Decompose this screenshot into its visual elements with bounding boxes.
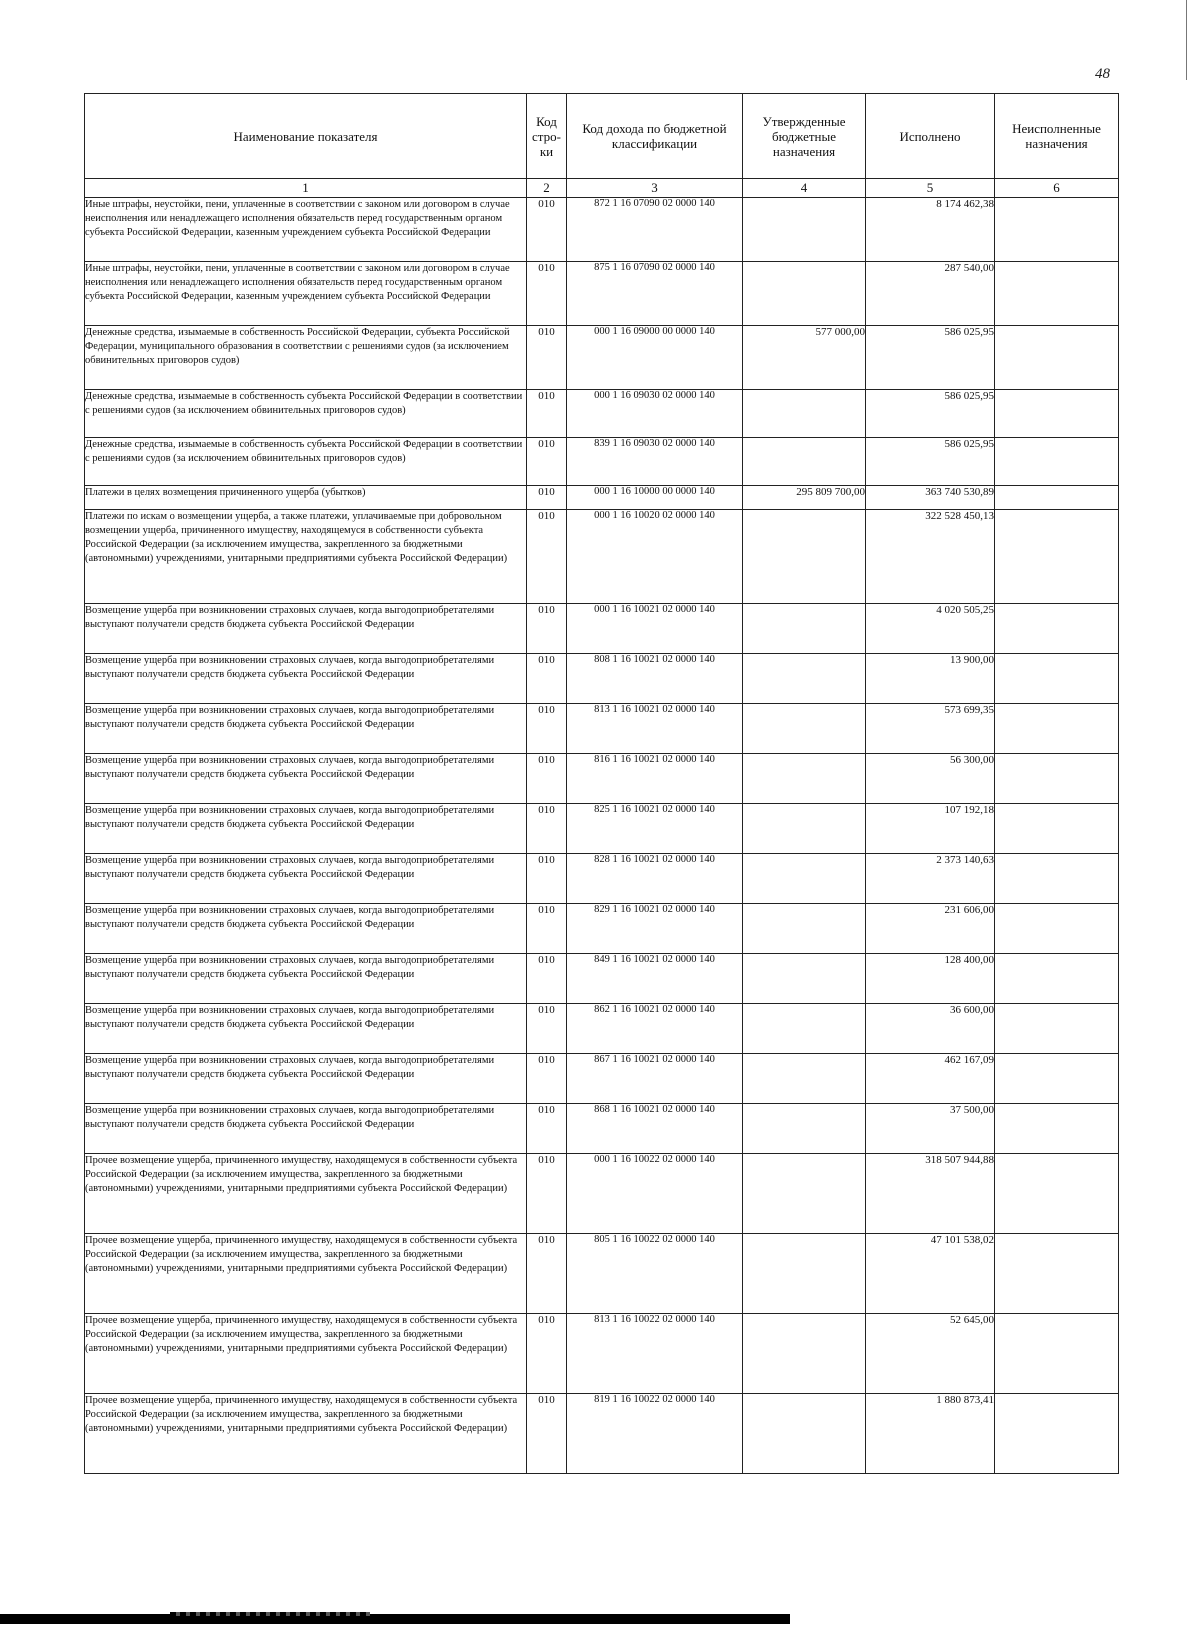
row-approved-amount [743, 1054, 866, 1104]
column-number: 3 [567, 179, 743, 198]
table-row [85, 1004, 1119, 1054]
row-income-code: 839 1 16 09030 02 0000 140 [567, 438, 743, 486]
table-row [85, 262, 1119, 326]
row-indicator-name: Возмещение ущерба при возникновении страховых случаев, когда выгодоприобретателями выступают получатели средств бюджета субъекта Российской Федерации [85, 1004, 527, 1054]
row-executed-amount: 4 020 505,25 [866, 604, 995, 654]
row-line-code: 010 [527, 486, 567, 510]
page-number: 48 [1095, 66, 1110, 82]
row-line-code: 010 [527, 1314, 567, 1394]
table-row [85, 804, 1119, 854]
row-unexecuted-amount [995, 510, 1119, 604]
row-line-code: 010 [527, 904, 567, 954]
row-line-code: 010 [527, 1234, 567, 1314]
row-income-code: 000 1 16 10021 02 0000 140 [567, 604, 743, 654]
row-income-code: 819 1 16 10022 02 0000 140 [567, 1394, 743, 1474]
row-unexecuted-amount [995, 1394, 1119, 1474]
row-indicator-name: Возмещение ущерба при возникновении страховых случаев, когда выгодоприобретателями выступают получатели средств бюджета субъекта Российской Федерации [85, 904, 527, 954]
row-indicator-name: Возмещение ущерба при возникновении страховых случаев, когда выгодоприобретателями выступают получатели средств бюджета субъекта Российской Федерации [85, 654, 527, 704]
row-indicator-name: Возмещение ущерба при возникновении страховых случаев, когда выгодоприобретателями выступают получатели средств бюджета субъекта Российской Федерации [85, 1104, 527, 1154]
row-income-code: 000 1 16 10020 02 0000 140 [567, 510, 743, 604]
header-line-code: Код стро- ки [527, 94, 567, 179]
row-line-code: 010 [527, 1394, 567, 1474]
header-executed: Исполнено [866, 94, 995, 179]
table-row [85, 904, 1119, 954]
row-line-code: 010 [527, 198, 567, 262]
row-line-code: 010 [527, 704, 567, 754]
table-row [85, 438, 1119, 486]
row-income-code: 862 1 16 10021 02 0000 140 [567, 1004, 743, 1054]
row-executed-amount: 586 025,95 [866, 326, 995, 390]
row-income-code: 849 1 16 10021 02 0000 140 [567, 954, 743, 1004]
row-unexecuted-amount [995, 1234, 1119, 1314]
row-income-code: 000 1 16 09000 00 0000 140 [567, 326, 743, 390]
row-approved-amount [743, 704, 866, 754]
row-line-code: 010 [527, 854, 567, 904]
row-executed-amount: 47 101 538,02 [866, 1234, 995, 1314]
row-executed-amount: 52 645,00 [866, 1314, 995, 1394]
header-unexecuted: Неисполненные назначения [995, 94, 1119, 179]
row-income-code: 868 1 16 10021 02 0000 140 [567, 1104, 743, 1154]
column-number: 4 [743, 179, 866, 198]
row-income-code: 813 1 16 10021 02 0000 140 [567, 704, 743, 754]
table-row [85, 510, 1119, 604]
row-line-code: 010 [527, 326, 567, 390]
row-indicator-name: Прочее возмещение ущерба, причиненного имуществу, находящемуся в собственности субъекта Российской Федерации (за исключением имущества, закрепленного за бюджетными (автономными) учреждениями, унитарными предприятиями субъекта Российской Федерации) [85, 1394, 527, 1474]
table-row [85, 854, 1119, 904]
table-row [85, 1314, 1119, 1394]
row-approved-amount [743, 1154, 866, 1234]
scan-bottom-bar [0, 1614, 790, 1624]
row-income-code: 867 1 16 10021 02 0000 140 [567, 1054, 743, 1104]
row-indicator-name: Возмещение ущерба при возникновении страховых случаев, когда выгодоприобретателями выступают получатели средств бюджета субъекта Российской Федерации [85, 1054, 527, 1104]
row-executed-amount: 128 400,00 [866, 954, 995, 1004]
row-line-code: 010 [527, 954, 567, 1004]
row-income-code: 000 1 16 10022 02 0000 140 [567, 1154, 743, 1234]
row-approved-amount [743, 954, 866, 1004]
row-approved-amount [743, 1104, 866, 1154]
row-line-code: 010 [527, 604, 567, 654]
row-indicator-name: Возмещение ущерба при возникновении страховых случаев, когда выгодоприобретателями выступают получатели средств бюджета субъекта Российской Федерации [85, 704, 527, 754]
row-unexecuted-amount [995, 1054, 1119, 1104]
row-income-code: 872 1 16 07090 02 0000 140 [567, 198, 743, 262]
row-income-code: 808 1 16 10021 02 0000 140 [567, 654, 743, 704]
row-line-code: 010 [527, 390, 567, 438]
row-executed-amount: 231 606,00 [866, 904, 995, 954]
row-unexecuted-amount [995, 604, 1119, 654]
table-row [85, 1154, 1119, 1234]
row-indicator-name: Прочее возмещение ущерба, причиненного имуществу, находящемуся в собственности субъекта Российской Федерации (за исключением имущества, закрепленного за бюджетными (автономными) учреждениями, унитарными предприятиями субъекта Российской Федерации) [85, 1314, 527, 1394]
row-indicator-name: Иные штрафы, неустойки, пени, уплаченные в соответствии с законом или договором в случае неисполнения или ненадлежащего исполнения обязательств перед государственным органом субъекта Российской Федерации, казенным учреждением субъекта Российской Федерации [85, 198, 527, 262]
table-header-row [85, 94, 1119, 179]
table-row [85, 198, 1119, 262]
row-approved-amount [743, 1314, 866, 1394]
row-line-code: 010 [527, 262, 567, 326]
row-approved-amount [743, 1004, 866, 1054]
row-line-code: 010 [527, 1004, 567, 1054]
row-approved-amount [743, 1394, 866, 1474]
row-line-code: 010 [527, 804, 567, 854]
row-indicator-name: Прочее возмещение ущерба, причиненного имуществу, находящемуся в собственности субъекта Российской Федерации (за исключением имущества, закрепленного за бюджетными (автономными) учреждениями, унитарными предприятиями субъекта Российской Федерации) [85, 1154, 527, 1234]
row-income-code: 829 1 16 10021 02 0000 140 [567, 904, 743, 954]
row-line-code: 010 [527, 1054, 567, 1104]
table-row [85, 704, 1119, 754]
row-approved-amount [743, 854, 866, 904]
row-approved-amount [743, 198, 866, 262]
row-unexecuted-amount [995, 804, 1119, 854]
row-approved-amount [743, 654, 866, 704]
row-unexecuted-amount [995, 326, 1119, 390]
column-number: 6 [995, 179, 1119, 198]
row-unexecuted-amount [995, 390, 1119, 438]
row-executed-amount: 287 540,00 [866, 262, 995, 326]
table-body [85, 198, 1119, 1474]
row-line-code: 010 [527, 1154, 567, 1234]
row-approved-amount [743, 438, 866, 486]
row-executed-amount: 318 507 944,88 [866, 1154, 995, 1234]
row-executed-amount: 586 025,95 [866, 390, 995, 438]
row-indicator-name: Возмещение ущерба при возникновении страховых случаев, когда выгодоприобретателями выступают получатели средств бюджета субъекта Российской Федерации [85, 804, 527, 854]
row-executed-amount: 322 528 450,13 [866, 510, 995, 604]
row-line-code: 010 [527, 654, 567, 704]
row-approved-amount [743, 510, 866, 604]
scan-bottom-bar-edge [170, 1612, 370, 1616]
row-unexecuted-amount [995, 1314, 1119, 1394]
row-income-code: 000 1 16 09030 02 0000 140 [567, 390, 743, 438]
row-indicator-name: Денежные средства, изымаемые в собственность субъекта Российской Федерации в соответствии с решениями судов (за исключением обвинительных приговоров судов) [85, 390, 527, 438]
row-unexecuted-amount [995, 954, 1119, 1004]
row-income-code: 875 1 16 07090 02 0000 140 [567, 262, 743, 326]
header-approved: Утвержденные бюджетные назначения [743, 94, 866, 179]
row-income-code: 813 1 16 10022 02 0000 140 [567, 1314, 743, 1394]
row-executed-amount: 36 600,00 [866, 1004, 995, 1054]
row-unexecuted-amount [995, 198, 1119, 262]
row-income-code: 805 1 16 10022 02 0000 140 [567, 1234, 743, 1314]
table-row [85, 1054, 1119, 1104]
row-income-code: 816 1 16 10021 02 0000 140 [567, 754, 743, 804]
row-approved-amount [743, 262, 866, 326]
row-unexecuted-amount [995, 262, 1119, 326]
row-line-code: 010 [527, 1104, 567, 1154]
table-row [85, 1394, 1119, 1474]
table-row [85, 954, 1119, 1004]
row-approved-amount [743, 904, 866, 954]
table-row [85, 604, 1119, 654]
row-executed-amount: 462 167,09 [866, 1054, 995, 1104]
row-indicator-name: Возмещение ущерба при возникновении страховых случаев, когда выгодоприобретателями выступают получатели средств бюджета субъекта Российской Федерации [85, 604, 527, 654]
row-unexecuted-amount [995, 754, 1119, 804]
row-approved-amount [743, 754, 866, 804]
budget-revenue-table [84, 93, 1119, 1474]
row-unexecuted-amount [995, 704, 1119, 754]
row-unexecuted-amount [995, 1104, 1119, 1154]
row-executed-amount: 56 300,00 [866, 754, 995, 804]
row-indicator-name: Иные штрафы, неустойки, пени, уплаченные в соответствии с законом или договором в случае неисполнения или ненадлежащего исполнения обязательств перед государственным органом субъекта Российской Федерации, казенным учреждением субъекта Российской Федерации [85, 262, 527, 326]
row-indicator-name: Возмещение ущерба при возникновении страховых случаев, когда выгодоприобретателями выступают получатели средств бюджета субъекта Российской Федерации [85, 754, 527, 804]
row-approved-amount: 295 809 700,00 [743, 486, 866, 510]
row-indicator-name: Денежные средства, изымаемые в собственность Российской Федерации, субъекта Российской Федерации, муниципального образования в соответствии с решениями судов (за исключением обвинительных приговоров судов) [85, 326, 527, 390]
row-income-code: 825 1 16 10021 02 0000 140 [567, 804, 743, 854]
row-executed-amount: 107 192,18 [866, 804, 995, 854]
table-row [85, 390, 1119, 438]
header-income-code: Код дохода по бюджетной классификации [567, 94, 743, 179]
row-executed-amount: 586 025,95 [866, 438, 995, 486]
row-unexecuted-amount [995, 438, 1119, 486]
row-unexecuted-amount [995, 1004, 1119, 1054]
row-approved-amount [743, 804, 866, 854]
row-income-code: 000 1 16 10000 00 0000 140 [567, 486, 743, 510]
row-unexecuted-amount [995, 904, 1119, 954]
table-row [85, 326, 1119, 390]
row-approved-amount: 577 000,00 [743, 326, 866, 390]
row-unexecuted-amount [995, 1154, 1119, 1234]
row-executed-amount: 1 880 873,41 [866, 1394, 995, 1474]
row-line-code: 010 [527, 510, 567, 604]
row-line-code: 010 [527, 438, 567, 486]
row-approved-amount [743, 390, 866, 438]
table-row [85, 754, 1119, 804]
row-indicator-name: Платежи в целях возмещения причиненного ущерба (убытков) [85, 486, 527, 510]
row-indicator-name: Прочее возмещение ущерба, причиненного имуществу, находящемуся в собственности субъекта Российской Федерации (за исключением имущества, закрепленного за бюджетными (автономными) учреждениями, унитарными предприятиями субъекта Российской Федерации) [85, 1234, 527, 1314]
row-executed-amount: 37 500,00 [866, 1104, 995, 1154]
table-row [85, 1234, 1119, 1314]
row-indicator-name: Платежи по искам о возмещении ущерба, а также платежи, уплачиваемые при добровольном возмещении ущерба, причиненного имуществу, находящемуся в собственности субъекта Российской Федерации (за исключением имущества, закрепленного за бюджетными (автономными) учреждениями, унитарными предприятиями субъекта Российской Федерации) [85, 510, 527, 604]
row-executed-amount: 2 373 140,63 [866, 854, 995, 904]
row-unexecuted-amount [995, 854, 1119, 904]
row-approved-amount [743, 1234, 866, 1314]
column-number: 5 [866, 179, 995, 198]
row-indicator-name: Возмещение ущерба при возникновении страховых случаев, когда выгодоприобретателями выступают получатели средств бюджета субъекта Российской Федерации [85, 954, 527, 1004]
row-executed-amount: 573 699,35 [866, 704, 995, 754]
row-executed-amount: 13 900,00 [866, 654, 995, 704]
row-indicator-name: Денежные средства, изымаемые в собственность субъекта Российской Федерации в соответствии с решениями судов (за исключением обвинительных приговоров судов) [85, 438, 527, 486]
row-executed-amount: 8 174 462,38 [866, 198, 995, 262]
row-executed-amount: 363 740 530,89 [866, 486, 995, 510]
column-number: 1 [85, 179, 527, 198]
row-approved-amount [743, 604, 866, 654]
row-income-code: 828 1 16 10021 02 0000 140 [567, 854, 743, 904]
row-indicator-name: Возмещение ущерба при возникновении страховых случаев, когда выгодоприобретателями выступают получатели средств бюджета субъекта Российской Федерации [85, 854, 527, 904]
row-unexecuted-amount [995, 486, 1119, 510]
table-row [85, 486, 1119, 510]
column-number: 2 [527, 179, 567, 198]
row-line-code: 010 [527, 754, 567, 804]
table-row [85, 654, 1119, 704]
scan-edge-line [1186, 0, 1187, 80]
table-row [85, 1104, 1119, 1154]
header-indicator-name: Наименование показателя [85, 94, 527, 179]
row-unexecuted-amount [995, 654, 1119, 704]
column-number-row [85, 179, 1119, 198]
